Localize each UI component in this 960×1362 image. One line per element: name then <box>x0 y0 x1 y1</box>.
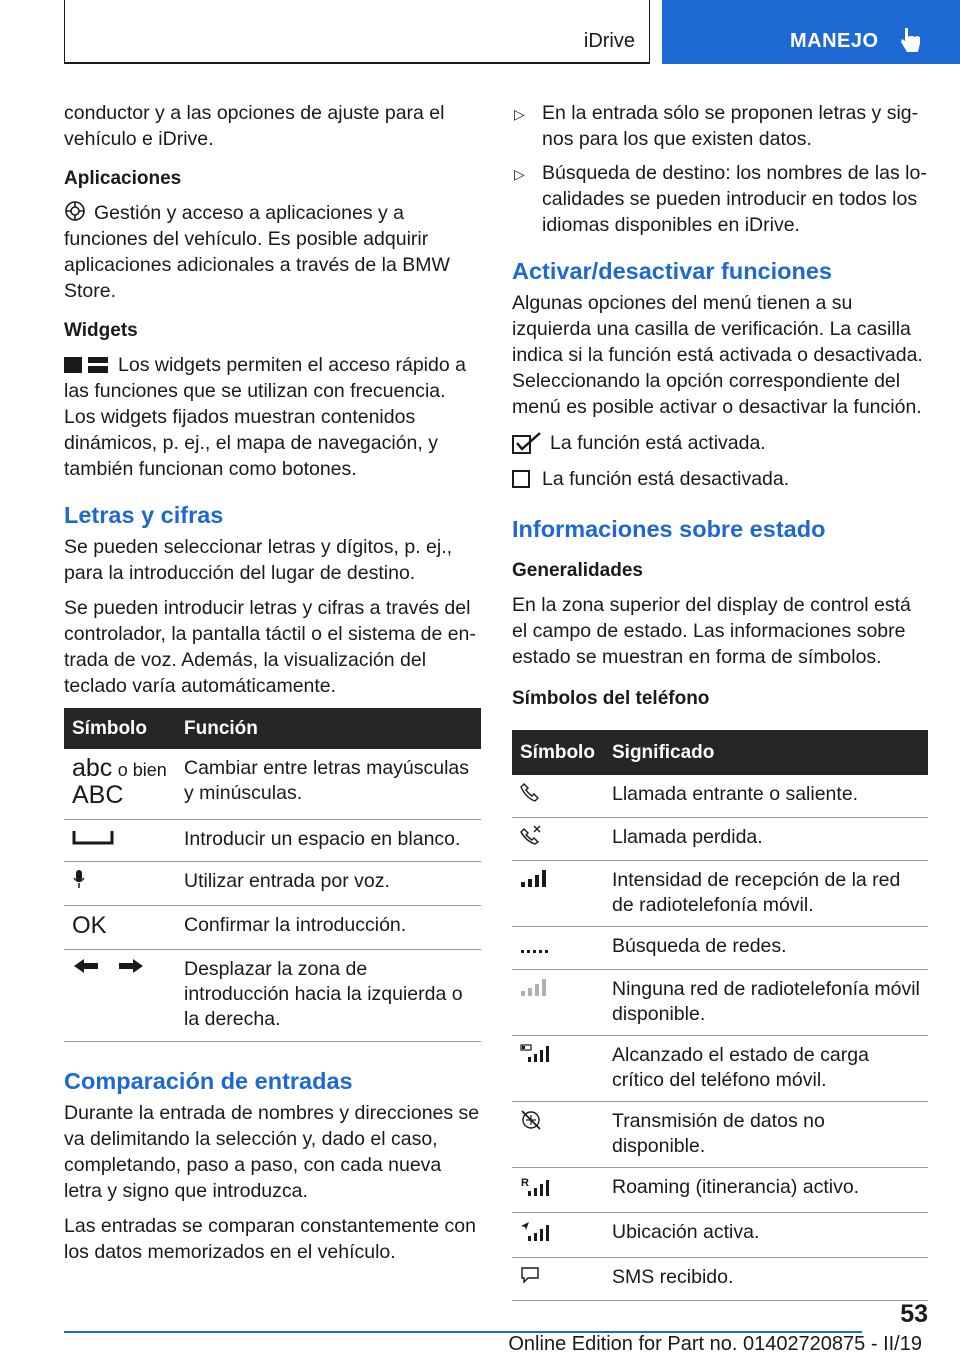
symbol-cell <box>512 861 604 927</box>
generalidades-paragraph: En la zona superior del display de control está el campo de estado. Las informaciones sobre estado se muestran en forma de símbolos. <box>512 594 911 668</box>
heading-comparacion: Comparación de entradas <box>64 1068 353 1094</box>
letras-paragraph-1: Se pueden seleccionar letras y dígitos, p. ej., para la introducción del lugar de destino. <box>64 536 453 584</box>
symbol-cell <box>64 906 176 950</box>
missed-call-icon <box>520 825 542 845</box>
symbols-function-table <box>64 708 481 1042</box>
activar-paragraph: Algunas opciones del menú tienen a su izquierda una casilla de verificación. La casilla indica si la función está activada o desactivada. Seleccionando la opción correspondiente del menú es posible activar o desactivar la función. <box>512 292 923 418</box>
heading-activar-desactivar: Activar/desactivar funciones <box>512 258 832 284</box>
meaning-cell: Ninguna red de radiotelefonía móvil disponible. <box>604 970 928 1036</box>
meaning-cell: Llamada entrante o saliente. <box>604 775 928 818</box>
phone-symbols-table <box>512 730 928 1301</box>
symbol-cell <box>512 927 604 970</box>
page-number: 53 <box>900 1300 928 1328</box>
symbol-cell <box>512 1213 604 1258</box>
microphone-icon <box>72 869 86 889</box>
footer-edition-text: Online Edition for Part no. 01402720875 - II/19 <box>508 1333 922 1355</box>
no-network-icon <box>520 977 548 997</box>
table-row <box>64 950 481 1042</box>
tab-manejo[interactable] <box>662 0 960 64</box>
symbol-cell <box>512 1168 604 1213</box>
table-row <box>512 1102 928 1168</box>
checkbox-unchecked-line <box>512 466 928 492</box>
space-bar-icon <box>72 829 114 845</box>
table-row <box>512 927 928 970</box>
function-cell: Utilizar entrada por voz. <box>176 862 481 906</box>
roaming-mark: R <box>521 1177 529 1189</box>
symbol-ok: OK <box>72 912 107 939</box>
col-header-meaning: Significado <box>604 730 928 775</box>
symbol-cell <box>512 775 604 818</box>
bullet-text: Búsqueda de destino: los nombres de las localidades se pueden introducir en todos los idiomas disponibles en iDrive. <box>542 162 927 236</box>
symbol-ABC: ABC <box>72 781 124 809</box>
heading-informaciones: Informaciones sobre estado <box>512 516 826 542</box>
table-row <box>512 1213 928 1258</box>
letras-paragraph-2: Se pueden introducir letras y cifras a través del controlador, la pantalla táctil o el sistema de entrada de voz. Además, la visualización del teclado varía automáticamente. <box>64 597 476 697</box>
heading-generalidades: Generalidades <box>512 560 643 581</box>
widgets-paragraph <box>64 352 481 482</box>
meaning-cell: Búsqueda de redes. <box>604 927 928 970</box>
col-header-symbol: Símbolo <box>512 730 604 775</box>
symbol-cell <box>512 818 604 861</box>
low-battery-icon <box>520 1043 550 1063</box>
apps-icon <box>64 200 86 222</box>
symbol-or: o bien <box>117 760 167 780</box>
function-cell: Cambiar entre letras mayúsculas y minúsculas. <box>176 749 481 820</box>
bullet-triangle-icon: ▷ <box>514 166 525 182</box>
intro-paragraph: conductor y a las opciones de ajuste para el vehículo e iDrive. <box>64 102 445 150</box>
no-data-icon <box>520 1109 542 1131</box>
tab-manejo-label: MANEJO <box>790 30 879 52</box>
symbol-cell <box>64 950 176 1042</box>
symbol-cell <box>512 970 604 1036</box>
meaning-cell: Llamada perdida. <box>604 818 928 861</box>
comp-paragraph-2: Las entradas se comparan constantemente con los datos memorizados en el vehículo. <box>64 1215 476 1263</box>
symbol-cell <box>64 820 176 862</box>
phone-call-icon <box>520 782 540 802</box>
function-cell: Confirmar la introducción. <box>176 906 481 950</box>
bullet-text: En la entrada sólo se proponen letras y signos para los que existen datos. <box>542 102 919 150</box>
table-row <box>64 820 481 862</box>
apps-text: Gestión y acceso a aplicaciones y a funciones del vehículo. Es posible adquirir aplicaciones adicionales a través de la BMW Store. <box>64 202 450 302</box>
network-search-icon <box>520 934 548 954</box>
bullet-triangle-icon: ▷ <box>514 106 525 122</box>
table-header-row <box>512 730 928 775</box>
meaning-cell: SMS recibido. <box>604 1258 928 1301</box>
comp-paragraph-1: Durante la entrada de nombres y direcciones se va delimitando la selección y, dado el caso, completando, paso a paso, con cada nueva letra y signo que introduzca. <box>64 1102 480 1202</box>
bullet-item <box>512 100 928 152</box>
checkbox-checked-text: La función está activada. <box>550 432 766 454</box>
symbol-cell <box>512 1102 604 1168</box>
function-cell: Desplazar la zona de introducción hacia la izquierda o la derecha. <box>176 950 481 1042</box>
table-row <box>512 775 928 818</box>
sms-icon <box>520 1265 540 1285</box>
tab-idrive-label: iDrive <box>583 30 635 52</box>
bullet-item <box>512 160 928 238</box>
checkbox-checked-icon <box>512 432 542 454</box>
function-cell: Introducir un espacio en blanco. <box>176 820 481 862</box>
table-row <box>64 906 481 950</box>
checkbox-checked-line <box>512 430 928 456</box>
heading-aplicaciones: Aplicaciones <box>64 168 182 189</box>
table-row <box>64 862 481 906</box>
table-row <box>512 818 928 861</box>
meaning-cell: Ubicación activa. <box>604 1213 928 1258</box>
table-row <box>512 1036 928 1102</box>
table-row <box>64 749 481 820</box>
widgets-icon <box>64 354 110 374</box>
table-row <box>512 1168 928 1213</box>
apps-paragraph <box>64 200 481 304</box>
table-header-row <box>64 708 481 749</box>
location-icon <box>520 1220 550 1242</box>
meaning-cell: Intensidad de recepción de la red de radiotelefonía móvil. <box>604 861 928 927</box>
arrow-left-icon <box>72 957 100 975</box>
table-row <box>512 970 928 1036</box>
roaming-icon <box>520 1175 550 1197</box>
widgets-text: Los widgets permiten el acceso rápido a las funciones que se utilizan con frecuencia. Los widgets fijados muestran contenidos dinámicos, p. ej., el mapa de navegación, y también funcionan como botones. <box>64 354 466 480</box>
meaning-cell: Transmisión de datos no disponible. <box>604 1102 928 1168</box>
signal-strength-icon <box>520 868 548 888</box>
heading-simbolos-telefono: Símbolos del teléfono <box>512 688 710 709</box>
symbol-cell <box>64 749 176 820</box>
heading-letras-cifras: Letras y cifras <box>64 502 224 528</box>
checkbox-unchecked-text: La función está desactivada. <box>542 468 790 490</box>
col-header-symbol: Símbolo <box>64 708 176 749</box>
col-header-function: Función <box>176 708 481 749</box>
meaning-cell: Roaming (itinerancia) activo. <box>604 1168 928 1213</box>
symbol-abc: abc <box>72 754 113 782</box>
symbol-cell <box>64 862 176 906</box>
hand-pointer-icon <box>900 26 922 54</box>
heading-widgets: Widgets <box>64 320 138 341</box>
checkbox-unchecked-icon <box>512 470 530 488</box>
tab-idrive[interactable] <box>64 0 650 64</box>
meaning-cell: Alcanzado el estado de carga crítico del teléfono móvil. <box>604 1036 928 1102</box>
symbol-cell <box>512 1258 604 1301</box>
table-row <box>512 1258 928 1301</box>
left-column <box>64 100 481 1274</box>
right-column <box>512 100 928 1301</box>
arrow-right-icon <box>117 957 145 975</box>
table-row <box>512 861 928 927</box>
symbol-cell <box>512 1036 604 1102</box>
